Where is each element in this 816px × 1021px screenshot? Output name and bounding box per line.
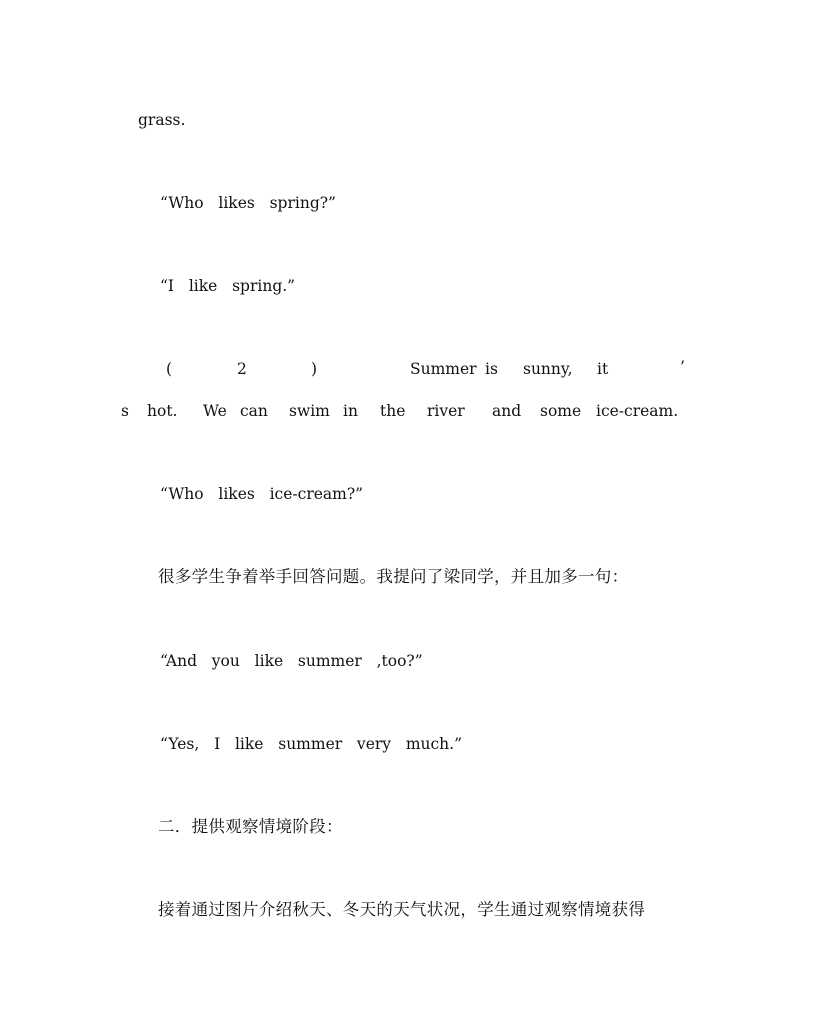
word: ice-cream. — [596, 402, 679, 420]
paragraph-autumn-winter: 接着通过图片介绍秋天、冬天的天气状况，学生通过观察情境获得 — [158, 900, 646, 919]
word: s — [121, 402, 129, 420]
paragraph-who-likes-spring: “Who likes spring?” — [160, 194, 336, 212]
paragraph-and-you-like-summer: “And you like summer ,too?” — [160, 652, 423, 670]
paragraph-who-likes-ice-cream: “Who likes ice-cream?” — [160, 485, 364, 503]
word: river — [427, 402, 465, 420]
word: some — [540, 402, 582, 420]
word: and — [492, 402, 522, 420]
paragraph-students-raise-hands: 很多学生争着举手回答问题。我提问了梁同学，并且加多一句： — [158, 567, 629, 586]
word: 2 — [237, 360, 247, 378]
word: is — [485, 360, 498, 378]
word: ( — [166, 360, 173, 378]
word: swim — [289, 402, 330, 420]
word: in — [343, 402, 358, 420]
paragraph-grass: grass. — [138, 111, 186, 129]
word: hot. — [147, 402, 178, 420]
word: the — [380, 402, 406, 420]
section-heading-observation: 二．提供观察情境阶段： — [158, 817, 343, 836]
word: sunny, — [523, 360, 573, 378]
word: Summer — [410, 360, 477, 378]
word: can — [240, 402, 268, 420]
word: it — [597, 360, 609, 378]
word: We — [203, 402, 227, 420]
word: ) — [311, 360, 318, 378]
paragraph-i-like-spring: “I like spring.” — [160, 277, 296, 295]
word: ’ — [680, 358, 685, 376]
paragraph-yes-i-like-summer: “Yes, I like summer very much.” — [160, 735, 463, 753]
